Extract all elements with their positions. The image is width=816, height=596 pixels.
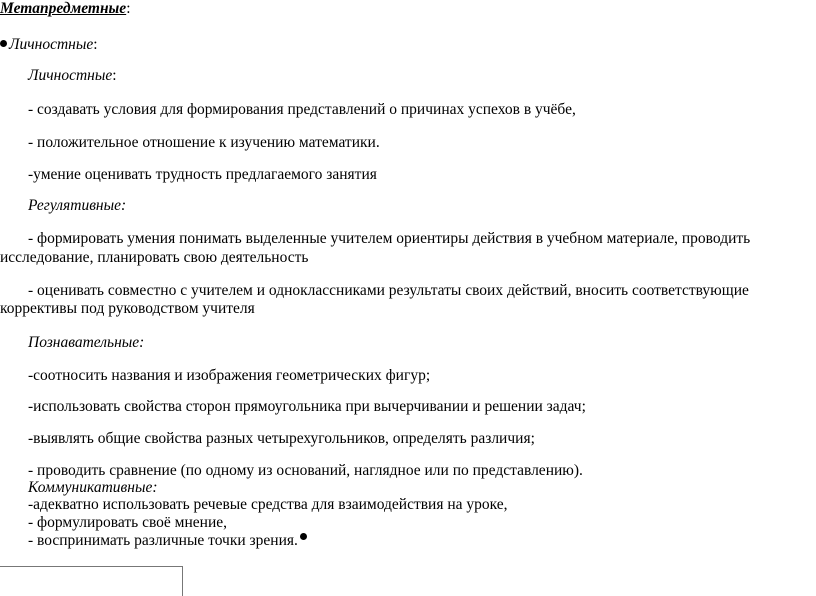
bullet-icon [0,40,7,47]
communicative-item: - формулировать своё мнение, [28,514,227,531]
cognitive-item: - проводить сравнение (по одному из оснований, наглядное или по представлению). [28,462,583,479]
personal-title-colon: : [112,67,117,84]
communicative-item: - воспринимать различные точки зрения. [28,532,298,549]
personal-item: - создавать условия для формирования представлений о причинах успехов в учёбе, [28,101,576,118]
meta-heading-colon: : [126,0,131,17]
table-cell-border [0,566,183,596]
cognitive-item: -соотносить названия и изображения геометрических фигур; [28,367,431,384]
cognitive-item: -использовать свойства сторон прямоугольника при вычерчивании и решении задач; [28,398,586,415]
regulatory-item-2-line-2: коррективы под руководством учителя [0,300,255,317]
regulatory-item-1-line-2: исследование, планировать свою деятельность [0,249,309,266]
meta-heading [0,0,131,18]
regulatory-item-2-line-1: - оценивать совместно с учителем и одноклассниками результаты своих действий, вносить соответствующие [28,282,749,299]
regulatory-item-1-line-1: - формировать умения понимать выделенные учителем ориентиры действия в учебном материале, проводить [28,230,751,247]
cognitive-item: -выявлять общие свойства разных четырехугольников, определять различия; [28,430,535,447]
personal-bullet-colon: : [93,36,98,53]
personal-bullet-line [0,36,98,54]
regulatory-title: Регулятивные: [28,197,127,214]
communicative-item-last [28,532,307,550]
personal-bullet-label: Личностные [9,36,94,53]
personal-item: - положительное отношение к изучению математики. [28,134,380,151]
cognitive-title: Познавательные: [28,334,145,351]
bullet-icon [300,533,307,540]
personal-title-label: Личностные [28,67,113,84]
meta-heading-label: Метапредметные [0,0,127,17]
communicative-item: -адекватно использовать речевые средства для взаимодействия на уроке, [28,496,508,513]
personal-title [28,67,117,85]
communicative-title: Коммуникативные: [28,479,158,496]
personal-item: -умение оценивать трудность предлагаемого занятия [28,166,377,183]
